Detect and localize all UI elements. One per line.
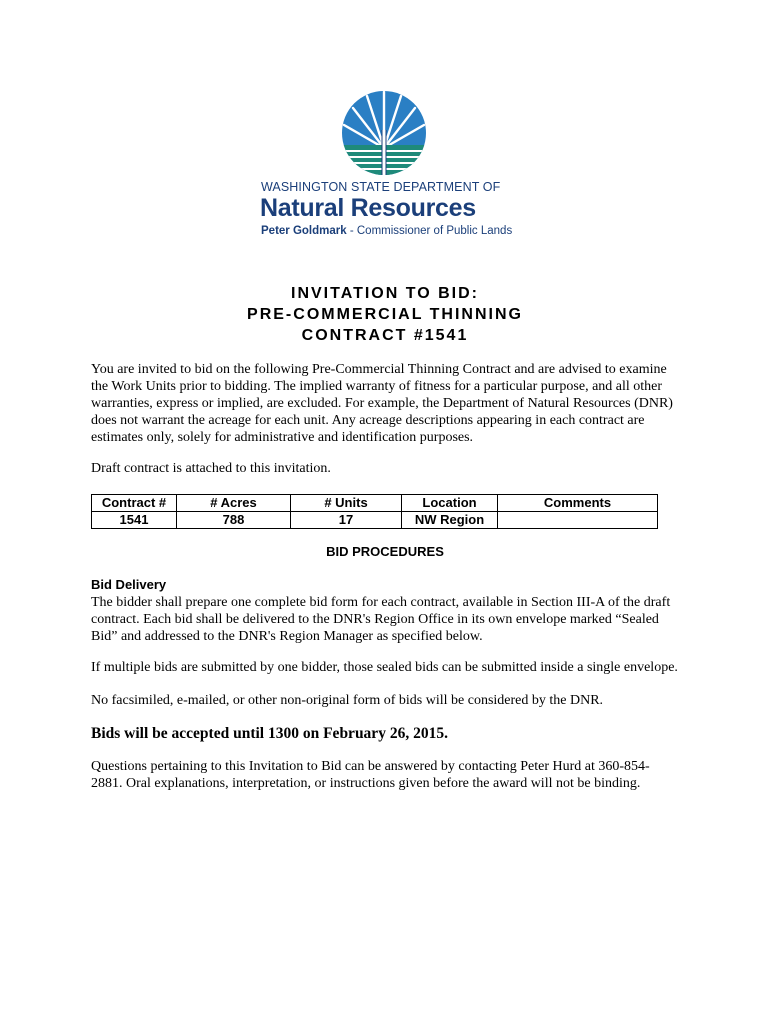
commissioner-title: - Commissioner of Public Lands bbox=[346, 225, 513, 237]
table-header-row bbox=[92, 495, 658, 512]
commissioner-name: Peter Goldmark bbox=[261, 225, 347, 237]
document-title bbox=[0, 283, 770, 346]
deadline-notice: Bids will be accepted until 1300 on February 26, 2015. bbox=[91, 725, 448, 742]
title-line-1: INVITATION TO BID: bbox=[291, 285, 479, 302]
bid-delivery-heading: Bid Delivery bbox=[91, 577, 167, 592]
org-line-natural-resources: Natural Resources bbox=[260, 194, 476, 222]
header-comments: Comments bbox=[498, 495, 658, 512]
header-units: # Units bbox=[291, 495, 402, 512]
dnr-sunrise-tree-emblem-icon bbox=[341, 90, 427, 176]
bid-delivery-paragraph: The bidder shall prepare one complete bid form for each contract, available in Section III-A of the draft contract. Each bid shall be delivered to the DNR's Region Office in its own envelope marked “Sealed Bid” and addressed to the DNR's Region Manager as specified below. bbox=[91, 595, 671, 644]
org-line-department: WASHINGTON STATE DEPARTMENT OF bbox=[261, 180, 501, 194]
cell-units: 17 bbox=[291, 512, 402, 529]
table-row bbox=[92, 512, 658, 529]
bid-procedures-heading: BID PROCEDURES bbox=[326, 544, 444, 559]
contract-table bbox=[91, 494, 658, 529]
questions-paragraph: Questions pertaining to this Invitation to Bid can be answered by contacting Peter Hurd at 360-854-2881. Oral explanations, interpretation, or instructions given before the award will not be binding. bbox=[91, 759, 650, 791]
org-line-commissioner bbox=[261, 225, 512, 237]
header-acres: # Acres bbox=[177, 495, 291, 512]
title-line-3: CONTRACT #1541 bbox=[301, 327, 469, 344]
title-line-2: PRE-COMMERCIAL THINNING bbox=[247, 306, 523, 323]
non-original-bids-paragraph: No facsimiled, e-mailed, or other non-original form of bids will be considered by the DNR. bbox=[91, 693, 604, 708]
header-contract: Contract # bbox=[92, 495, 177, 512]
multiple-bids-paragraph: If multiple bids are submitted by one bidder, those sealed bids can be submitted inside a single envelope. bbox=[91, 660, 678, 675]
header-location: Location bbox=[402, 495, 498, 512]
draft-contract-note: Draft contract is attached to this invitation. bbox=[91, 461, 331, 476]
cell-comments bbox=[498, 512, 658, 529]
intro-paragraph: You are invited to bid on the following Pre-Commercial Thinning Contract and are advised to examine the Work Units prior to bidding. The implied warranty of fitness for a particular purpose, and all other warranties, express or implied, are excluded. For example, the Department of Natural Resources (DNR) does not warrant the acreage for each unit. Any acreage descriptions appearing in each contract are estimates only, solely for administrative and identification purposes. bbox=[91, 362, 673, 445]
cell-acres: 788 bbox=[177, 512, 291, 529]
cell-contract: 1541 bbox=[92, 512, 177, 529]
cell-location: NW Region bbox=[402, 512, 498, 529]
